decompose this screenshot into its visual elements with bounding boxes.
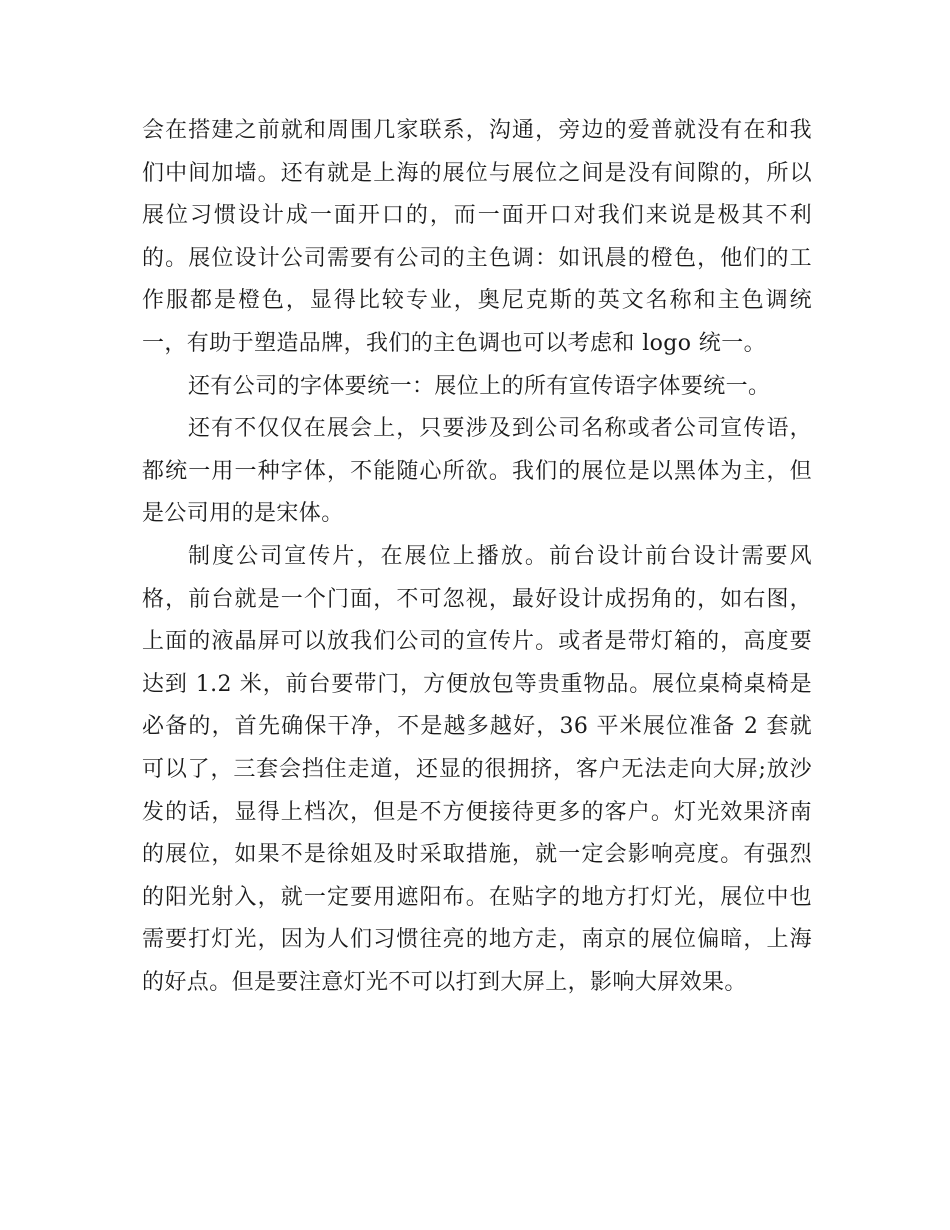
paragraph-1: 会在搭建之前就和周围几家联系，沟通，旁边的爱普就没有在和我们中间加墙。还有就是上海的展位与展位之间是没有间隙的，所以展位习惯设计成一面开口的，而一面开口对我们来说是极其不利的。展位设计公司需要有公司的主色调：如讯晨的橙色，他们的工作服都是橙色，显得比较专业，奥尼克斯的英文名称和主色调统一，有助于塑造品牌，我们的主色调也可以考虑和 logo 统一。 xyxy=(142,118,812,356)
paragraph-4: 制度公司宣传片，在展位上播放。前台设计前台设计需要风格，前台就是一个门面，不可忽视，最好设计成拐角的，如右图，上面的液晶屏可以放我们公司的宣传片。或者是带灯箱的，高度要达到 1.2 米，前台要带门，方便放包等贵重物品。展位桌椅桌椅是必备的，首先确保干净，不是越多越好，36 平米展位准备 2 套就可以了，三套会挡住走道，还显的很拥挤，客户无法走向大屏;放沙发的话，显得上档次，但是不方便接待更多的客户。灯光效果济南的展位，如果不是徐姐及时采取措施，就一定会影响亮度。有强烈的阳光射入，就一定要用遮阳布。在贴字的地方打灯光，展位中也需要打灯光，因为人们习惯往亮的地方走，南京的展位偏暗，上海的好点。但是要注意灯光不可以打到大屏上，影响大屏效果。 xyxy=(142,543,812,995)
document-body xyxy=(142,110,812,1004)
paragraph-3: 还有不仅仅在展会上，只要涉及到公司名称或者公司宣传语，都统一用一种字体，不能随心所欲。我们的展位是以黑体为主，但是公司用的是宋体。 xyxy=(142,416,812,527)
paragraph-2: 还有公司的字体要统一：展位上的所有宣传语字体要统一。 xyxy=(188,373,771,399)
